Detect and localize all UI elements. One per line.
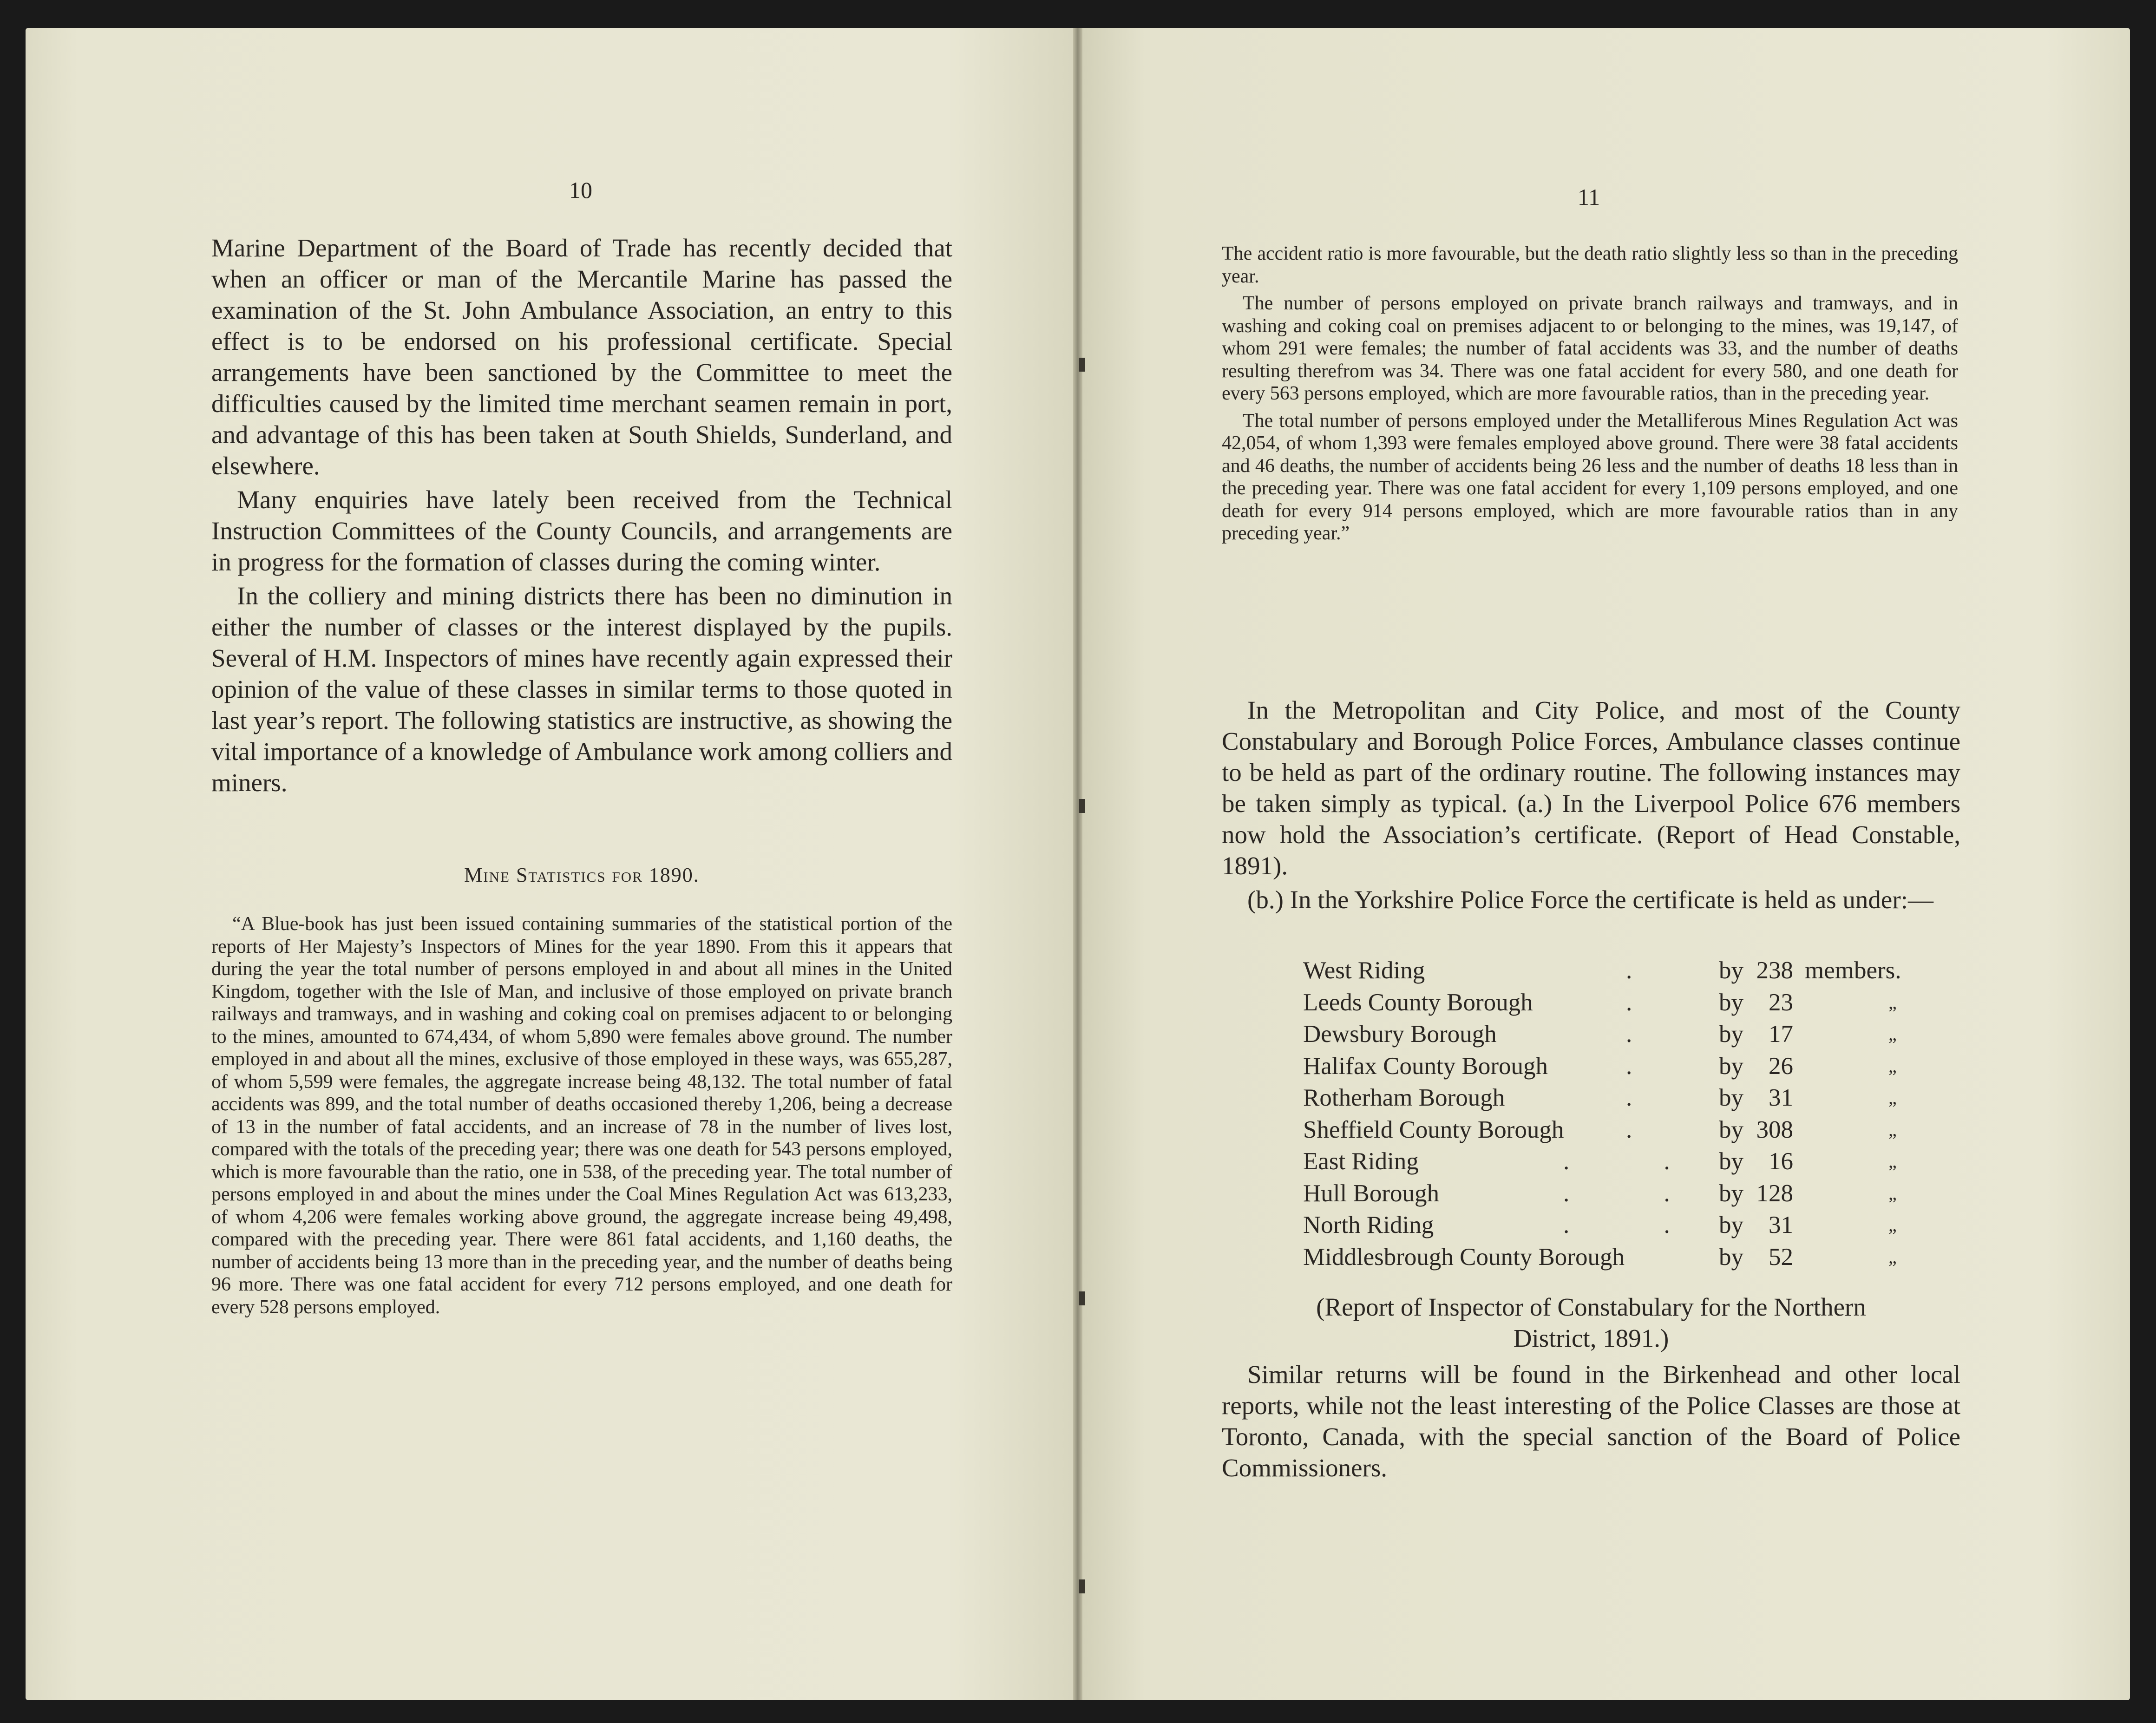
table-row <box>1303 1241 1953 1273</box>
binding-mark <box>1079 358 1085 372</box>
mine-statistics-quote <box>211 913 952 1323</box>
page-number-right: 11 <box>1577 184 1600 210</box>
report-line-2: District, 1891.) <box>1513 1324 1669 1352</box>
table-row <box>1303 1018 1953 1050</box>
row-by: by <box>1719 957 1743 984</box>
left-body-text <box>211 232 952 801</box>
row-suffix: „ <box>1888 1182 1897 1204</box>
row-name: East Riding <box>1303 1148 1419 1175</box>
row-by: by <box>1719 1052 1743 1080</box>
table-row <box>1303 1209 1953 1241</box>
table-row <box>1303 1178 1953 1210</box>
row-by: by <box>1719 1116 1743 1143</box>
row-count: 31 <box>1769 1212 1793 1238</box>
row-count: 26 <box>1769 1052 1793 1080</box>
final-text <box>1222 1359 1960 1486</box>
table-row <box>1303 1114 1953 1146</box>
row-leader-dots: . . <box>1563 1148 1714 1175</box>
row-by: by <box>1719 1084 1743 1111</box>
quote-metalliferous-paragraph: The total number of persons employed under the Metalliferous Mines Regulation Act was 42,054, of whom 1,393 were females employed above ground. There were 38 fatal accidents and 46 deaths, the number of accidents being 26 less and the number of deaths 18 less than in the preceding year. There was one fatal accident for every 1,109 persons employed, and one death for every 914 persons employed, which are more favourable ratios than in any preceding year.” <box>1222 410 1958 544</box>
row-name: Rotherham Borough <box>1303 1084 1505 1111</box>
quote-ratio-paragraph: The accident ratio is more favourable, but the death ratio slightly less so than in the preceding year. <box>1222 243 1958 287</box>
row-name: Halifax County Borough <box>1303 1052 1548 1080</box>
row-by: by <box>1719 1021 1743 1048</box>
paragraph-enquiries: Many enquiries have lately been received from the Technical Instruction Committees of the County Councils, and arrangements are in progress for the formation of classes during the coming winter. <box>211 485 952 576</box>
row-suffix: „ <box>1888 1246 1897 1267</box>
row-by: by <box>1719 1243 1743 1271</box>
binding-mark <box>1079 799 1085 813</box>
binding-mark <box>1079 1291 1085 1305</box>
row-leader-dots: . <box>1626 957 1632 984</box>
table-row <box>1303 987 1953 1019</box>
row-suffix: „ <box>1888 1087 1897 1108</box>
table-row <box>1303 1082 1953 1114</box>
row-leader-dots: . <box>1626 1052 1632 1080</box>
report-line-1: (Report of Inspector of Constabulary for the Northern <box>1316 1293 1866 1321</box>
paragraph-yorkshire: (b.) In the Yorkshire Police Force the certificate is held as under:— <box>1247 885 1933 914</box>
row-name: Sheffield County Borough <box>1303 1116 1564 1143</box>
row-count: 16 <box>1769 1148 1793 1175</box>
row-suffix: „ <box>1888 1055 1897 1076</box>
quote-branch-railways-paragraph: The number of persons employed on private branch railways and tramways, and in washing and coking coal on premises adjacent to or belonging to the mines, was 19,147, of whom 291 were females; the number of fatal accidents was 33, and the number of deaths resulting therefrom was 34. There was one fatal accident for every 580, and one death for every 563 persons employed, which are more favourable ratios, than in the preceding year. <box>1222 293 1958 404</box>
row-name: Hull Borough <box>1303 1179 1439 1207</box>
row-suffix: members. <box>1805 957 1901 984</box>
row-leader-dots: . <box>1626 1084 1632 1111</box>
row-name: West Riding <box>1303 957 1425 984</box>
row-name: Dewsbury Borough <box>1303 1021 1497 1048</box>
row-name: Leeds County Borough <box>1303 989 1533 1016</box>
page-number-left: 10 <box>569 177 592 203</box>
row-suffix: „ <box>1888 1119 1897 1140</box>
row-suffix: „ <box>1888 1151 1897 1172</box>
police-text <box>1222 694 1960 918</box>
row-by: by <box>1719 989 1743 1016</box>
row-suffix: „ <box>1888 1214 1897 1235</box>
row-by: by <box>1719 1179 1743 1207</box>
row-count: 308 <box>1756 1116 1793 1143</box>
table-row <box>1303 1146 1953 1178</box>
row-leader-dots: . <box>1626 1021 1632 1048</box>
row-count: 31 <box>1769 1084 1793 1111</box>
row-name: North Riding <box>1303 1212 1434 1238</box>
row-leader-dots: . . <box>1563 1179 1714 1207</box>
row-by: by <box>1719 1212 1743 1238</box>
table-row <box>1303 955 1953 987</box>
book-gutter <box>1073 28 1082 1700</box>
row-leader-dots: . <box>1626 1116 1632 1143</box>
right-quote-text <box>1222 242 1958 550</box>
paragraph-marine: Marine Department of the Board of Trade has recently decided that when an officer or man of the Mercantile Marine has passed the examination of the St. John Ambulance Association, an entry to this effect is to be endorsed on his professional certificate. Special arrangements have been sanctioned by the Committee to meet the difficulties caused by the limited time merchant seamen remain in port, and advantage of this has been taken at South Shields, Sunderland, and elsewhere. <box>211 234 952 480</box>
binding-mark <box>1079 1579 1085 1593</box>
yorkshire-police-table <box>1303 955 1953 1273</box>
paragraph-colliery: In the colliery and mining districts there has been no diminution in either the number of classes or the interest displayed by the pupils. Several of H.M. Inspectors of mines have recently again expressed their opinion of the value of these classes in similar terms to those quoted in last year’s report. The following statistics are instructive, as showing the vital importance of a knowledge of Ambulance work among colliers and miners. <box>211 582 952 797</box>
row-leader-dots: . <box>1626 989 1632 1016</box>
paragraph-final: Similar returns will be found in the Birkenhead and other local reports, while not the least interesting of the Police Classes are those at Toronto, Canada, with the special sanction of the Board of Police Commissioners. <box>1222 1360 1960 1482</box>
row-count: 17 <box>1769 1021 1793 1048</box>
paragraph-police: In the Metropolitan and City Police, and most of the County Constabulary and Borough Police Forces, Ambulance classes continue to be held as part of the ordinary routine. The following instances may be taken simply as typical. (a.) In the Liverpool Police 676 members now hold the Association’s certificate. (Report of Head Constable, 1891). <box>1222 696 1960 880</box>
row-by: by <box>1719 1148 1743 1175</box>
row-count: 128 <box>1756 1179 1793 1207</box>
row-suffix: „ <box>1888 991 1897 1013</box>
row-name: Middlesbrough County Borough <box>1303 1243 1625 1271</box>
row-count: 23 <box>1769 989 1793 1016</box>
row-count: 238 <box>1756 957 1793 984</box>
row-leader-dots: . . <box>1563 1212 1714 1238</box>
quote-paragraph: “A Blue-book has just been issued containing summaries of the statistical portion of the reports of Her Majesty’s Inspectors of Mines for the year 1890. From this it appears that during the year the total number of persons employed in and about all mines in the United Kingdom, together with the Isle of Man, and inclusive of those employed on private branch railways and tramways, and in washing and coking coal on premises adjacent to or belonging to the mines, amounted to 674,434, of whom 5,890 were females above ground. The number employed in and about all the mines, exclusive of those employed in these ways, was 655,287, of whom 5,599 were females, the aggregate increase being 48,132. The total number of fatal accidents was 899, and the total number of deaths occasioned thereby 1,206, being a decrease of 13 in the number of fatal accidents, and an increase of 78 in the number of lives lost, compared with the totals of the preceding year; there was one death for 543 persons employed, which is more favourable than the ratio, one in 538, of the preceding year. The total number of persons employed in and about the mines under the Coal Mines Regulation Act was 613,233, of whom 4,206 were females working above ground, the aggregate increase being 49,498, compared with the preceding year. There were 861 fatal accidents, and 1,160 deaths, the number of accidents being 13 more than in the preceding year, and the number of deaths being 96 more. There was one fatal accident for every 712 persons employed, and one death for every 528 persons employed. <box>211 913 952 1318</box>
row-count: 52 <box>1769 1243 1793 1271</box>
report-citation <box>1222 1291 1960 1354</box>
table-row <box>1303 1050 1953 1082</box>
section-heading: Mine Statistics for 1890. <box>464 864 700 886</box>
row-suffix: „ <box>1888 1023 1897 1044</box>
